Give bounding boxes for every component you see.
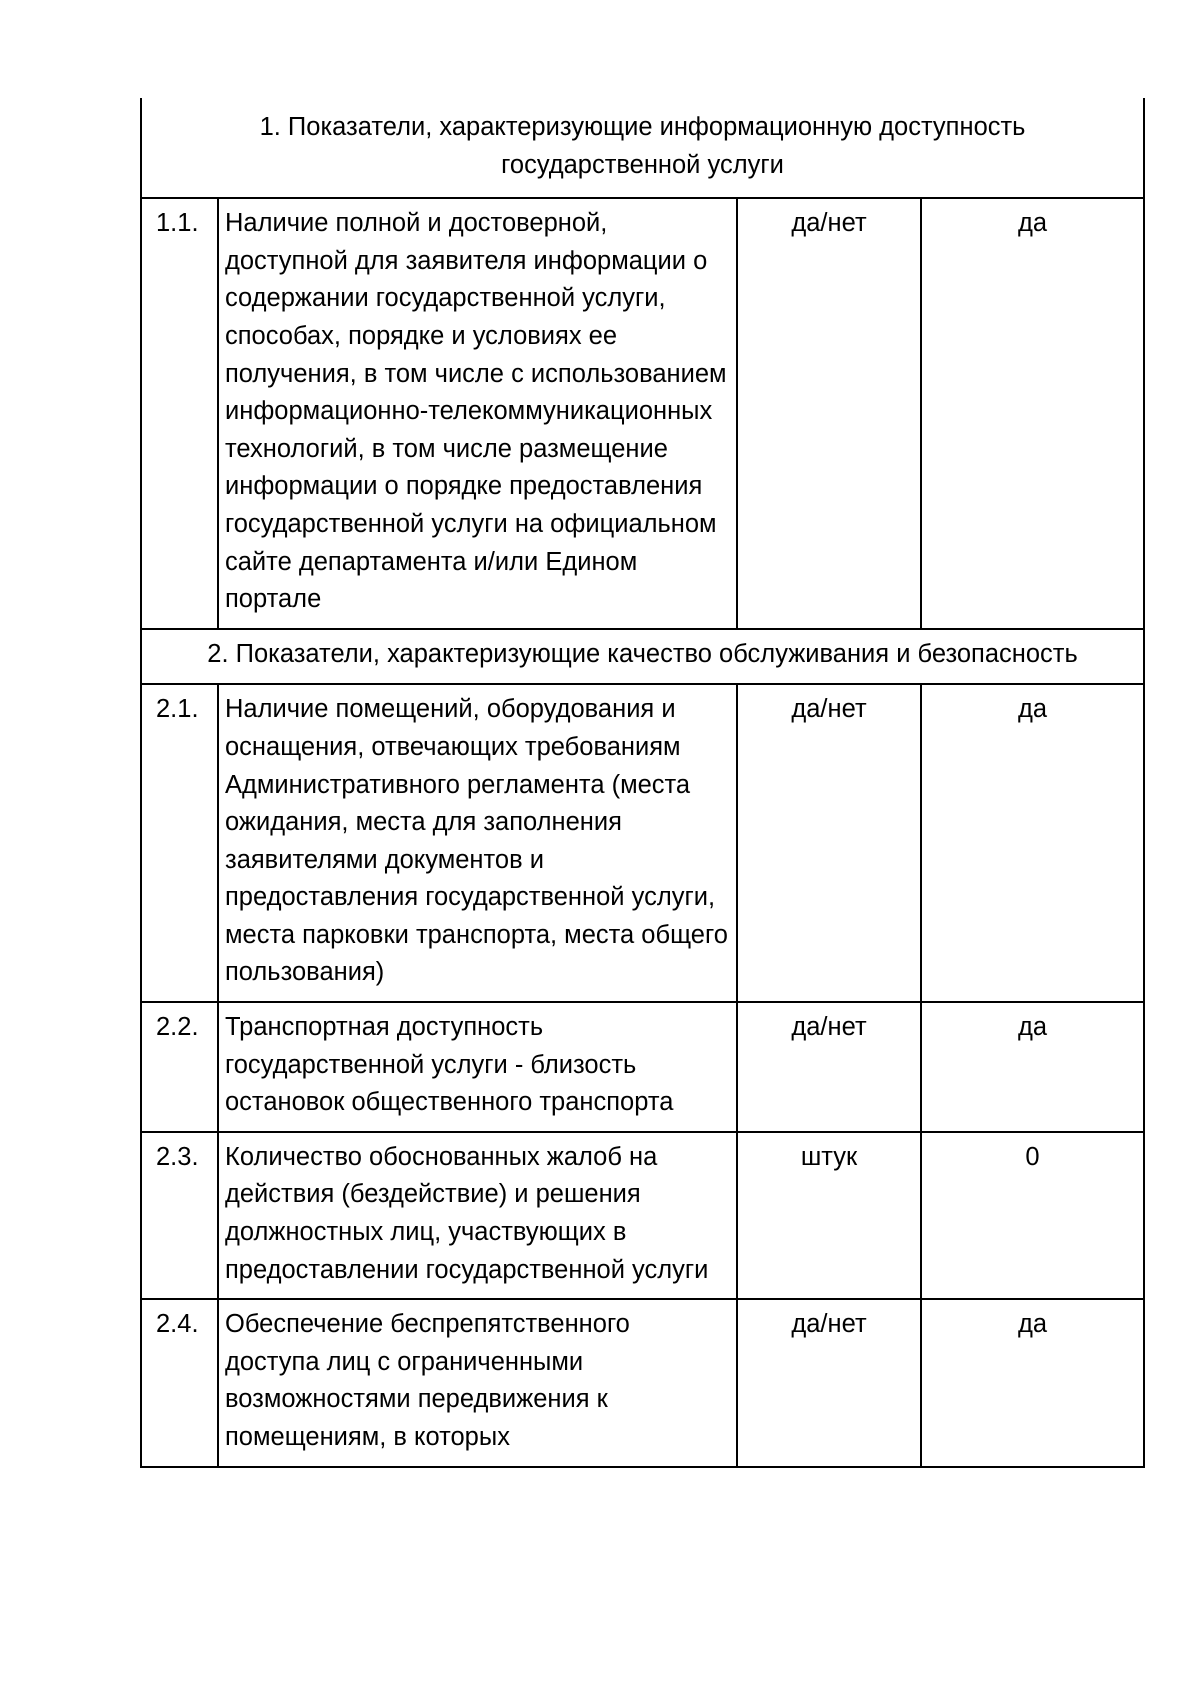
section-title: 2. Показатели, характеризующие качество обслуживания и безопасность (141, 629, 1144, 685)
table-row (141, 1132, 1144, 1299)
row-number: 2.1. (141, 684, 218, 1002)
row-unit: да/нет (737, 1299, 921, 1466)
row-description: Транспортная доступность государственной услуги - близость остановок общественного транспорта (218, 1002, 737, 1132)
row-value: да (921, 198, 1144, 629)
row-description: Наличие помещений, оборудования и оснащения, отвечающих требованиям Административного регламента (места ожидания, места для заполнения заявителями документов и предоставления государственной услуги, места парковки транспорта, места общего пользования) (218, 684, 737, 1002)
row-number: 1.1. (141, 198, 218, 629)
indicators-table (140, 98, 1145, 1468)
row-value: да (921, 684, 1144, 1002)
row-description: Обеспечение беспрепятственного доступа лиц с ограниченными возможностями передвижения к помещениям, в которых (218, 1299, 737, 1466)
row-unit: да/нет (737, 198, 921, 629)
row-description: Наличие полной и достоверной, доступной для заявителя информации о содержании государственной услуги, способах, порядке и условиях ее получения, в том числе с использованием информационно-телекоммуникационных технологий, в том числе размещение информации о порядке предоставления государственной услуги на официальном сайте департамента и/или Едином портале (218, 198, 737, 629)
row-number: 2.2. (141, 1002, 218, 1132)
row-number: 2.4. (141, 1299, 218, 1466)
table-row (141, 1299, 1144, 1466)
row-description: Количество обоснованных жалоб на действия (бездействие) и решения должностных лиц, участвующих в предоставлении государственной услуги (218, 1132, 737, 1299)
row-value: да (921, 1002, 1144, 1132)
row-unit: штук (737, 1132, 921, 1299)
section-header-row (141, 629, 1144, 685)
section-header-row (141, 98, 1144, 198)
row-unit: да/нет (737, 684, 921, 1002)
table-row (141, 1002, 1144, 1132)
section-title: 1. Показатели, характеризующие информационную доступность государственной услуги (141, 98, 1144, 198)
row-value: да (921, 1299, 1144, 1466)
row-number: 2.3. (141, 1132, 218, 1299)
row-unit: да/нет (737, 1002, 921, 1132)
row-value: 0 (921, 1132, 1144, 1299)
table-row (141, 684, 1144, 1002)
table-row (141, 198, 1144, 629)
